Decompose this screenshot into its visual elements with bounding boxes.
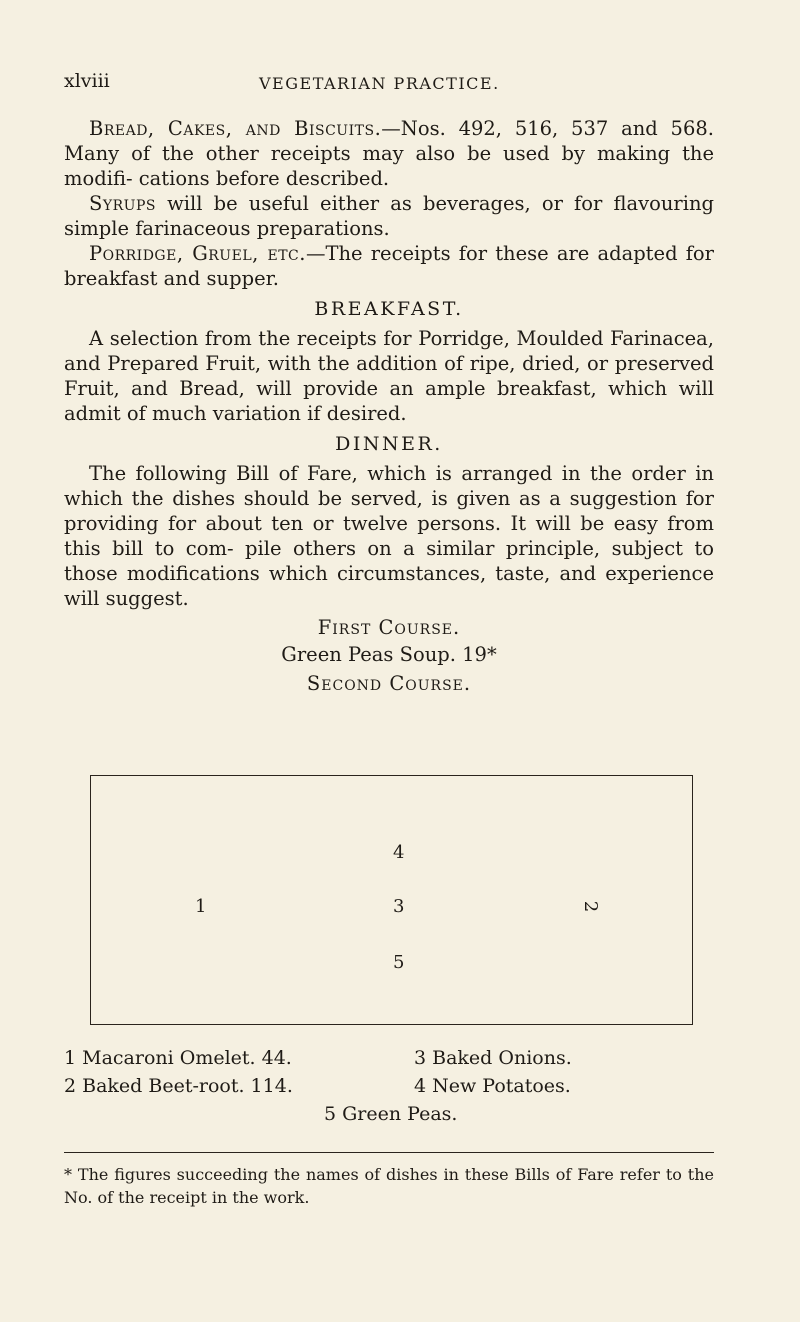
syrups-lead: Syrups	[89, 192, 156, 215]
syrups-text: will be useful either as beverages, or for flavouring simple farinaceous preparations.	[64, 192, 714, 240]
breakfast-text: A selection from the receipts for Porridge, Moulded Farinacea, and Prepared Fruit, with the addition of ripe, dried, or preserved Fruit, and Bread, will provide an ample breakfast, which will admit of much variation if desired.	[64, 327, 714, 425]
body-text	[64, 116, 714, 696]
table-position-3: 3	[393, 896, 405, 917]
paragraph-bread	[64, 116, 714, 191]
table-position-4: 4	[393, 842, 405, 863]
footnote-rule	[64, 1152, 714, 1153]
first-course-heading: First Course.	[317, 616, 461, 639]
second-course-heading: Second Course.	[306, 672, 472, 695]
running-head: VEGETARIAN PRACTICE.	[259, 74, 500, 93]
legend-item-2: 2 Baked Beet-root. 114.	[64, 1075, 293, 1097]
page-header	[64, 70, 714, 100]
dinner-heading: DINNER.	[335, 433, 443, 455]
bread-text: —Nos. 492, 516, 537 and 568. Many of the other receipts may also be used by making the modifi- cations before described.	[64, 117, 714, 190]
paragraph-porridge	[64, 241, 714, 291]
table-position-2: 2	[580, 900, 602, 913]
first-course-dish: Green Peas Soup. 19*	[281, 643, 497, 666]
footnote: * The figures succeeding the names of dishes in these Bills of Fare refer to the No. of the receipt in the work.	[64, 1165, 714, 1207]
bread-lead: Bread, Cakes, and Biscuits.	[89, 117, 382, 140]
legend-item-1: 1 Macaroni Omelet. 44.	[64, 1047, 292, 1069]
table-position-1: 1	[195, 896, 207, 917]
dinner-text: The following Bill of Fare, which is arranged in the order in which the dishes should be served, is given as a suggestion for providing for about ten or twelve persons. It will be easy from this bill to com- pile others on a similar principle, subject to those modifications which circumstances, taste, and experience will suggest.	[64, 462, 714, 610]
legend-item-4: 4 New Potatoes.	[414, 1075, 571, 1097]
legend-item-3: 3 Baked Onions.	[414, 1047, 572, 1069]
porridge-text: —The receipts for these are adapted for breakfast and supper.	[64, 242, 714, 290]
breakfast-heading: BREAKFAST.	[314, 298, 464, 320]
page-number: xlviii	[64, 70, 110, 92]
table-position-5: 5	[393, 952, 405, 973]
paragraph-syrups	[64, 191, 714, 241]
porridge-lead: Porridge, Gruel, etc.	[89, 242, 306, 265]
table-diagram	[90, 775, 693, 1025]
legend-item-5: 5 Green Peas.	[324, 1103, 458, 1125]
